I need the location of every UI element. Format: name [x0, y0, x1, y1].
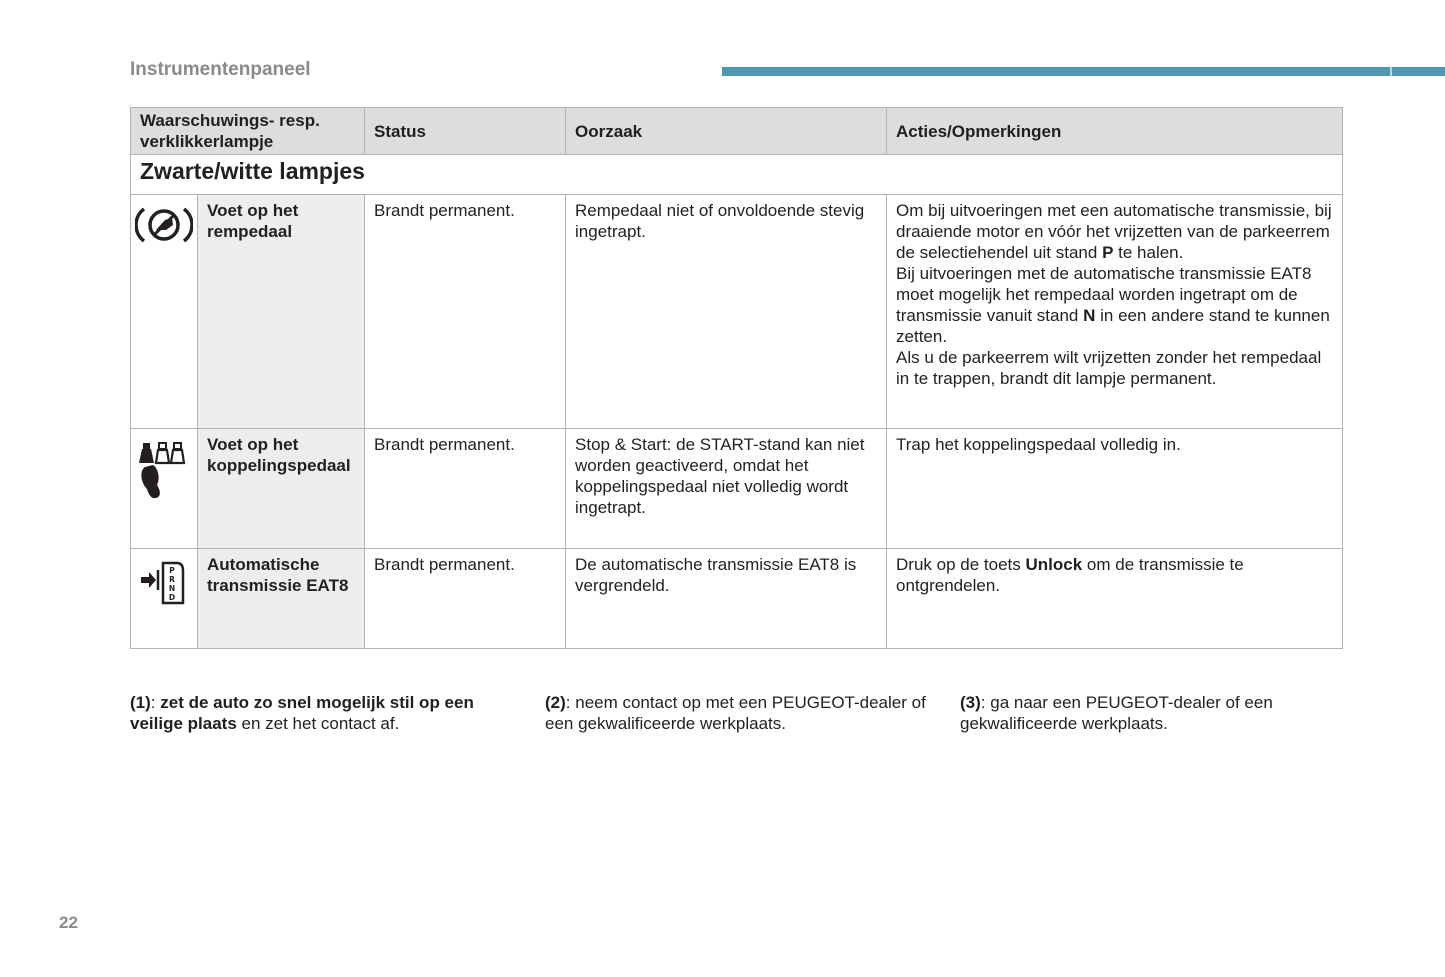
action-keyword-p: P: [1102, 243, 1114, 262]
table-row: [131, 429, 1343, 549]
table-row: [131, 195, 1343, 429]
warning-lamps-table: [130, 107, 1343, 649]
footnote-3: [960, 692, 1350, 734]
gear-selector-prnd-icon: [139, 566, 189, 611]
group-row: [131, 155, 1343, 195]
lamp-name: Voet op het koppelingspedaal: [198, 429, 365, 549]
footnote-1: [130, 692, 520, 734]
action-keyword-n: N: [1083, 306, 1096, 325]
action-text: Trap het koppelingspedaal volledig in.: [896, 435, 1181, 454]
lamp-actions: [887, 429, 1343, 549]
action-text: Als u de parkeerrem wilt vrijzetten zonder het rempedaal in te trappen, brandt dit lampje permanent.: [896, 348, 1322, 388]
column-header-cause: Oorzaak: [566, 108, 887, 155]
lamp-icon-cell: [131, 429, 198, 549]
column-header-lamp: Waarschuwings- resp. verklikkerlampje: [131, 108, 365, 155]
section-title: Instrumentenpaneel: [130, 59, 311, 80]
footnote-text: neem contact op met een PEUGEOT-dealer of een gekwalificeerde werkplaats.: [545, 693, 926, 733]
gear-letter-n: N: [168, 584, 176, 593]
gear-letter-p: P: [169, 566, 175, 575]
footnote-bold-text: zet de auto zo snel mogelijk stil op een veilige plaats: [130, 693, 474, 733]
lamp-actions: [887, 549, 1343, 649]
action-text: om de transmissie te ontgrendelen.: [896, 555, 1244, 595]
footnote-sep: :: [150, 693, 161, 712]
lamp-name: Voet op het rempedaal: [198, 195, 365, 429]
lamp-name: Automatische transmissie EAT8: [198, 549, 365, 649]
action-text: in een andere stand te kunnen zetten.: [896, 306, 1330, 346]
accent-bar: [722, 67, 1445, 76]
lamp-cause: Rempedaal niet of onvoldoende stevig ingetrapt.: [566, 195, 887, 429]
action-text: te halen.: [1113, 243, 1184, 262]
footnote-2: [545, 692, 935, 734]
table-header-row: [131, 108, 1343, 155]
group-title: Zwarte/witte lampjes: [131, 155, 1343, 195]
footnote-ref: (3): [960, 693, 981, 712]
action-keyword-unlock: Unlock: [1025, 555, 1083, 574]
footnote-sep: :: [565, 693, 576, 712]
page-number: 22: [59, 913, 78, 932]
action-text: Bij uitvoeringen met de automatische transmissie EAT8 moet mogelijk het rempedaal worden ingetrapt om de transmissie vanuit stand: [896, 264, 1312, 325]
lamp-actions: [887, 195, 1343, 429]
footnote-text: en zet het contact af.: [236, 714, 400, 733]
accent-bar-tick: [1390, 67, 1392, 76]
lamp-icon-cell: [131, 195, 198, 429]
gear-letter-r: R: [169, 575, 175, 584]
brake-pedal-warning-icon: [135, 230, 193, 249]
column-header-status: Status: [365, 108, 566, 155]
footnote-sep: :: [980, 693, 991, 712]
lamp-status: Brandt permanent.: [365, 549, 566, 649]
lamp-cause: Stop & Start: de START-stand kan niet worden geactiveerd, omdat het koppelingspedaal niet volledig wordt ingetrapt.: [566, 429, 887, 549]
gear-letter-d: D: [168, 593, 176, 602]
lamp-icon-cell: [131, 549, 198, 649]
action-text: Om bij uitvoeringen met een automatische transmissie, bij draaiende motor en vóór het vrijzetten van de parkeerrem de selectiehendel uit stand: [896, 201, 1332, 262]
footnote-text: ga naar een PEUGEOT-dealer of een gekwalificeerde werkplaats.: [960, 693, 1273, 733]
footnote-ref: (2): [545, 693, 566, 712]
table-row: [131, 549, 1343, 649]
action-text: Druk op de toets: [896, 555, 1026, 574]
footnote-ref: (1): [130, 693, 151, 712]
column-header-actions: Acties/Opmerkingen: [887, 108, 1343, 155]
clutch-pedal-foot-icon: [139, 486, 189, 505]
lamp-cause: De automatische transmissie EAT8 is vergrendeld.: [566, 549, 887, 649]
lamp-status: Brandt permanent.: [365, 195, 566, 429]
lamp-status: Brandt permanent.: [365, 429, 566, 549]
